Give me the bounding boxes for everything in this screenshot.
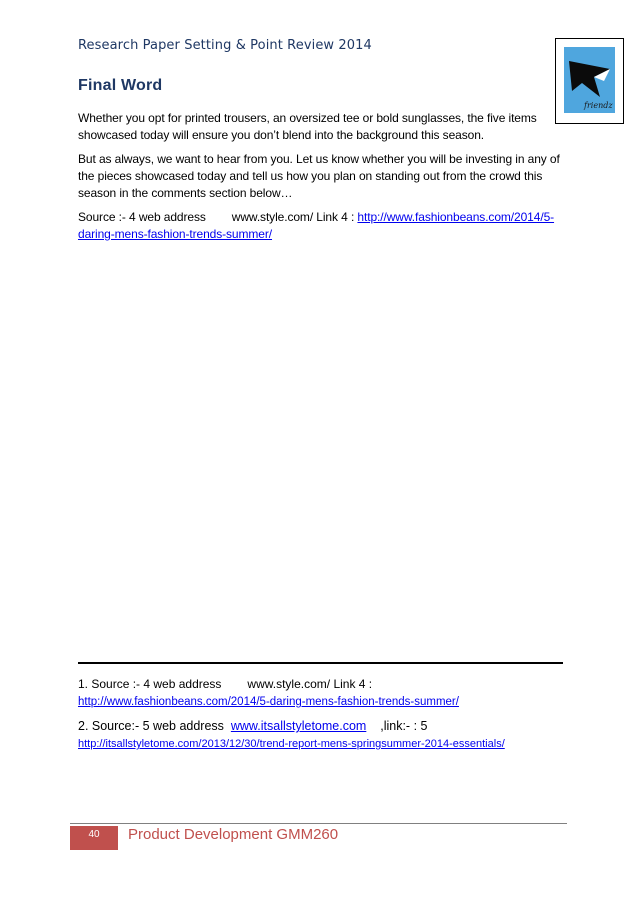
footnote-separator (78, 662, 563, 664)
source-line (78, 209, 564, 243)
paragraph-intro: Whether you opt for printed trousers, an oversized tee or bold sunglasses, the five items showcased today will ensure you don’t blend into the background this season. (78, 111, 537, 142)
footnote-1-middle: www.style.com/ Link 4 : (247, 677, 373, 691)
logo-frame (555, 38, 624, 124)
source-middle: www.style.com/ Link 4 : (231, 210, 355, 224)
footnote-2-prefix: 2. Source:- 5 web address (78, 719, 224, 733)
footnote-1-link[interactable]: http://www.fashionbeans.com/2014/5-daring-mens-fashion-trends-summer/ (78, 696, 459, 708)
running-header: Research Paper Setting & Point Review 2014 (78, 38, 372, 53)
bird-logo-icon (564, 47, 615, 113)
footnote-1 (78, 676, 578, 711)
source-prefix: Source :- 4 web address (78, 210, 206, 224)
section-title: Final Word (78, 77, 163, 94)
footer-title: Product Development GMM260 (128, 826, 339, 843)
footnote-2-site-link[interactable]: www.itsallstyletome.com (230, 719, 367, 733)
footnote-2-link[interactable]: http://itsallstyletome.com/2013/12/30/trend-report-mens-springsummer-2014-essentials/ (78, 738, 505, 750)
logo (564, 47, 615, 113)
footer-rule (70, 823, 567, 824)
svg-text:friendz: friendz (584, 101, 613, 110)
footnote-2-suffix: ,link:- : 5 (380, 719, 428, 733)
footnote-2 (78, 718, 578, 753)
source-link[interactable]: http://www.fashionbeans.com/2014/5-daring-mens-fashion-trends-summer/ (78, 210, 555, 241)
footnote-1-prefix: 1. Source :- 4 web address (78, 677, 222, 691)
paragraph-call-to-action: But as always, we want to hear from you. Let us know whether you will be investing in any of the pieces showcased today and tell us how you plan on standing out from the crowd this season in the comments section below… (78, 152, 560, 200)
page-number: 40 (70, 826, 118, 850)
